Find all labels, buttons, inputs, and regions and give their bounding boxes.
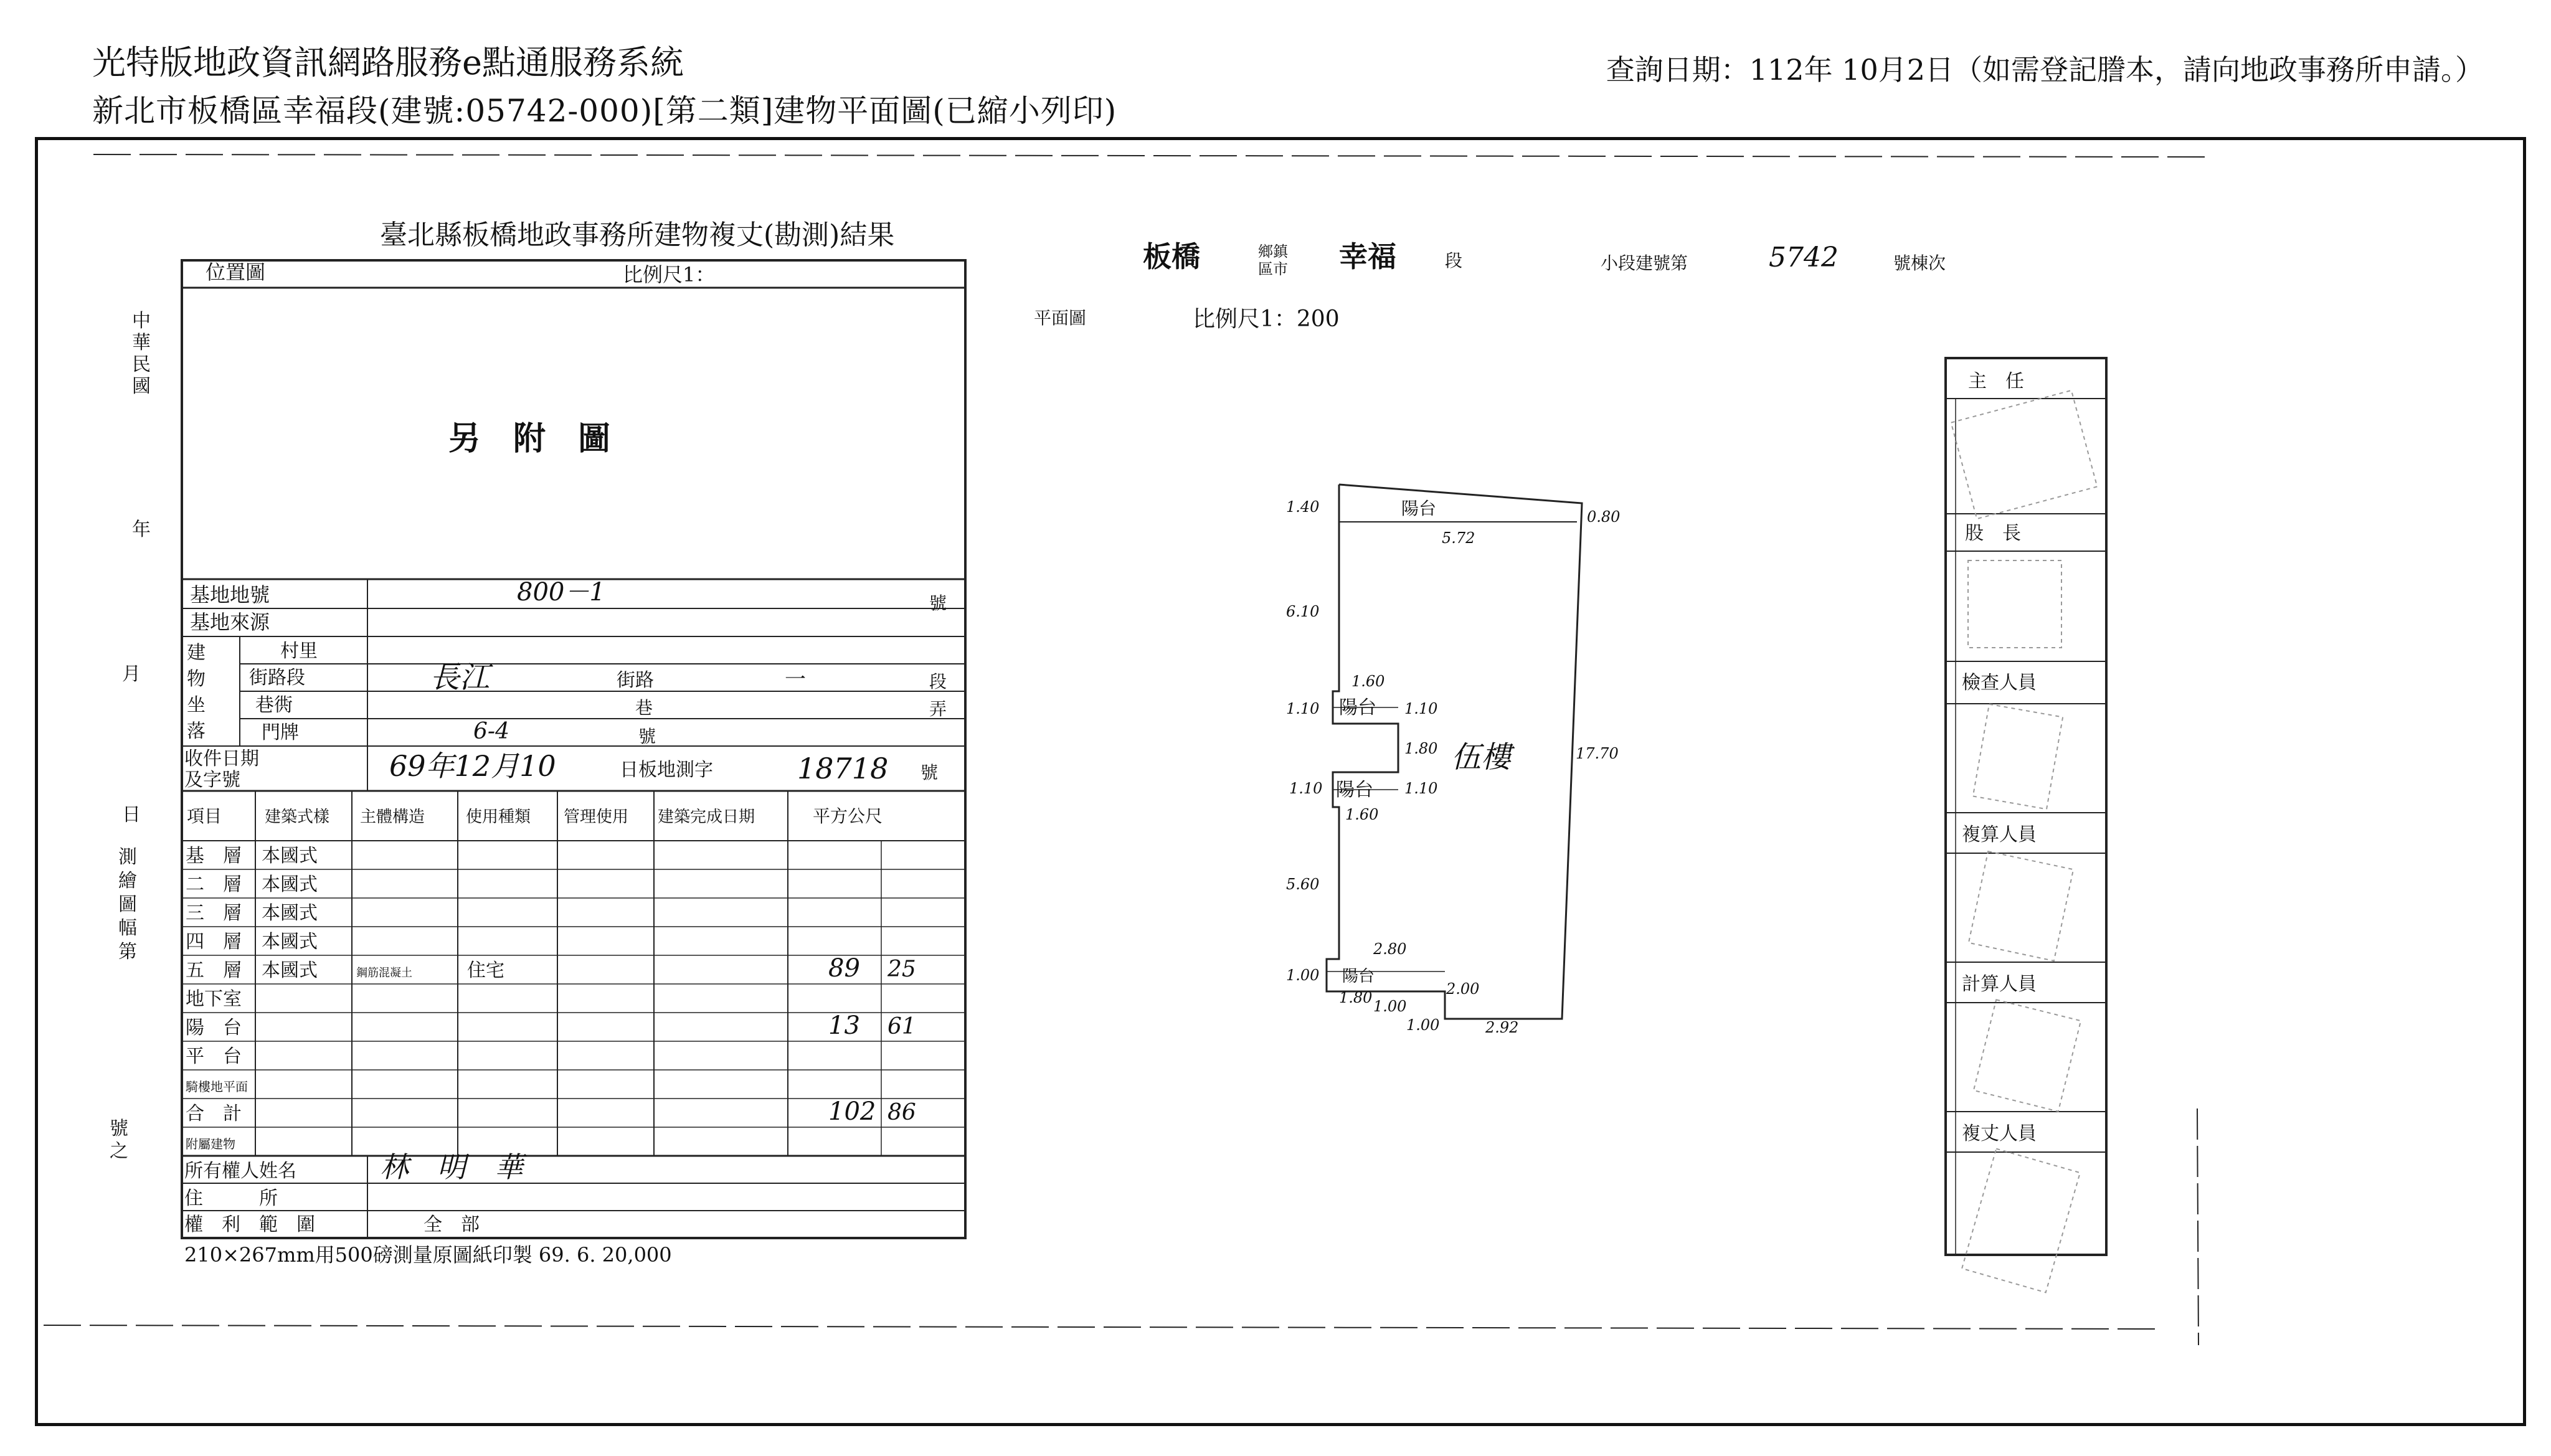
village-label: 村里 — [280, 640, 318, 662]
date-char-8: 繪 — [118, 870, 137, 892]
plan-district-suffix-2: 區市 — [1258, 260, 1288, 278]
dim-100a: 1.00 — [1286, 967, 1320, 984]
dim-200: 2.00 — [1446, 980, 1480, 998]
addr-v-3: 落 — [187, 721, 206, 742]
date-char-4: 年 — [132, 519, 151, 541]
dim-280: 2.80 — [1373, 940, 1407, 958]
receive-date: 69年12月10 — [389, 749, 556, 783]
floor-area-dec: 25 — [887, 957, 916, 982]
dim-180: 1.80 — [1404, 740, 1438, 757]
floor-style: 本國式 — [262, 874, 318, 896]
floor-name: 二 層 — [186, 874, 242, 896]
date-char-10: 幅 — [118, 917, 137, 939]
rights-label: 權 利 範 圍 — [184, 1214, 315, 1236]
dim-100c: 1.00 — [1406, 1016, 1440, 1034]
balcony-1: 陽台 — [1339, 697, 1376, 719]
sign-surveyor: 複丈人員 — [1962, 1123, 2037, 1145]
sign-calc: 計算人員 — [1962, 973, 2037, 995]
owner-label: 所有權人姓名 — [184, 1160, 296, 1182]
dim-560: 5.60 — [1286, 876, 1320, 893]
date-char-5: 月 — [122, 663, 141, 685]
lane-label: 巷衖 — [255, 694, 293, 716]
receive-label-1: 收件日期 — [184, 748, 259, 770]
date-char-6: 日 — [122, 804, 141, 826]
duan: 段 — [929, 671, 947, 692]
dim-160b: 1.60 — [1345, 806, 1379, 823]
floor-use: 住宅 — [467, 960, 504, 981]
floor-area-dec: 61 — [887, 1014, 916, 1039]
floor-name: 地下室 — [186, 988, 242, 1010]
form-footer: 210×267mm用500磅測量原圖紙印製 69. 6. 20,000 — [184, 1243, 672, 1267]
plan-district: 板橋 — [1143, 240, 1200, 273]
door-suffix: 號 — [638, 726, 656, 747]
plan-district-suffix-1: 鄉鎮 — [1258, 243, 1288, 260]
th-use: 使用種類 — [466, 808, 531, 826]
date-char-0: 中 — [132, 310, 151, 332]
plan-section-suffix: 段 — [1445, 250, 1463, 271]
addr-v-0: 建 — [187, 642, 206, 664]
page-title: 光特版地政資訊網路服務e點通服務系統 — [92, 43, 684, 82]
floor-name: 平 台 — [186, 1046, 242, 1067]
floor-style: 本國式 — [262, 960, 318, 981]
floor-style: 本國式 — [262, 931, 318, 953]
date-char-11: 第 — [118, 941, 137, 963]
dim-572: 5.72 — [1442, 529, 1475, 547]
dim-1770: 17.70 — [1576, 745, 1619, 762]
balcony-top: 陽台 — [1401, 498, 1437, 519]
addr-v-1: 物 — [187, 668, 206, 690]
dim-292: 2.92 — [1485, 1019, 1519, 1036]
dim-110c: 1.10 — [1289, 780, 1323, 797]
nong: 弄 — [929, 699, 947, 719]
date-char-12: 號 — [110, 1118, 128, 1140]
date-char-2: 民 — [132, 354, 151, 376]
sign-recheck: 複算人員 — [1962, 824, 2037, 846]
th-style: 建築式樣 — [265, 808, 330, 826]
build-suffix: 號棟次 — [1893, 253, 1946, 273]
plan-label: 平面圖 — [1034, 308, 1087, 328]
receive-label-2: 及字號 — [184, 769, 240, 791]
floor-name: 陽 台 — [186, 1017, 242, 1039]
floor-area-int: 102 — [828, 1097, 876, 1126]
floor-style: 本國式 — [262, 845, 318, 867]
sign-inspector: 檢查人員 — [1962, 672, 2037, 694]
street-label: 街路段 — [249, 667, 305, 689]
receive-mid: 日板地測字 — [620, 759, 713, 781]
dim-110d: 1.10 — [1404, 780, 1438, 797]
dim-140: 1.40 — [1286, 498, 1320, 516]
balcony-2: 陽台 — [1336, 779, 1373, 801]
location-map-label: 位置圖 — [206, 260, 266, 284]
base-no-label: 基地地號 — [190, 583, 270, 607]
th-area: 平方公尺 — [813, 806, 883, 826]
date-char-7: 測 — [118, 846, 137, 868]
sign-chief: 主 任 — [1968, 371, 2024, 392]
rights-value: 全 部 — [424, 1214, 480, 1236]
floor-area-int: 89 — [828, 954, 860, 983]
sign-section-chief: 股 長 — [1965, 522, 2021, 544]
address-label: 住 所 — [184, 1188, 278, 1209]
th-complete: 建築完成日期 — [658, 808, 755, 826]
page-subtitle: 新北市板橋區幸福段(建號:05742-000)[第二類]建物平面圖(已縮小列印) — [92, 93, 1117, 129]
floor-label: 伍樓 — [1451, 740, 1512, 775]
date-char-3: 國 — [132, 376, 151, 397]
scale-left: 比例尺1： — [623, 263, 716, 286]
floor-name: 合 計 — [186, 1103, 242, 1125]
query-date: 查詢日期：112年 10月2日（如需登記謄本，請向地政事務所申請。） — [1606, 53, 2484, 87]
door-label: 門牌 — [262, 722, 299, 744]
date-char-9: 圖 — [118, 894, 137, 915]
floor-name: 基 層 — [186, 845, 242, 867]
date-char-13: 之 — [110, 1140, 128, 1162]
hao-1: 號 — [929, 593, 947, 613]
dim-610: 6.10 — [1286, 603, 1320, 620]
floor-area-int: 13 — [828, 1011, 860, 1040]
receive-no: 18718 — [797, 752, 889, 785]
build-prefix: 小段建號第 — [1601, 253, 1688, 273]
build-no: 5742 — [1769, 242, 1839, 273]
floor-name: 四 層 — [186, 931, 242, 953]
street-dash: 一 — [785, 667, 806, 692]
th-item: 項目 — [187, 806, 222, 826]
receive-hao: 號 — [921, 762, 939, 783]
dim-110a: 1.10 — [1286, 700, 1320, 717]
floor-area-dec: 86 — [887, 1100, 916, 1125]
base-no: 800－1 — [517, 578, 605, 607]
date-char-1: 華 — [132, 332, 151, 354]
th-manage: 管理使用 — [564, 808, 629, 826]
floor-struct: 鋼筋混凝土 — [356, 967, 412, 980]
dim-080: 0.80 — [1587, 508, 1621, 526]
floor-name: 騎樓地平面 — [186, 1079, 248, 1094]
floor-name: 附屬建物 — [186, 1137, 235, 1151]
th-struct: 主體構造 — [360, 808, 425, 826]
dim-100b: 1.00 — [1373, 998, 1407, 1015]
street-value: 長江 — [430, 660, 490, 695]
office-title: 臺北縣板橋地政事務所建物複丈(勘測)結果 — [380, 219, 895, 251]
owner-name: 林 明 華 — [380, 1150, 523, 1184]
addr-v-2: 坐 — [187, 694, 206, 716]
floor-name: 五 層 — [186, 960, 242, 981]
attached-map: 另 附 圖 — [448, 420, 611, 458]
floor-style: 本國式 — [262, 902, 318, 924]
balcony-bottom: 陽台 — [1342, 967, 1375, 986]
floor-name: 三 層 — [186, 902, 242, 924]
lane-suffix: 巷 — [635, 697, 653, 718]
door-value: 6-4 — [473, 719, 509, 744]
dim-110b: 1.10 — [1404, 700, 1438, 717]
street-suffix: 街路 — [617, 669, 654, 691]
plan-scale: 比例尺1：200 — [1193, 306, 1340, 332]
dim-160a: 1.60 — [1351, 673, 1385, 690]
dim-180b: 1.80 — [1339, 989, 1373, 1006]
plan-section: 幸福 — [1339, 240, 1396, 273]
base-src-label: 基地來源 — [190, 610, 270, 634]
